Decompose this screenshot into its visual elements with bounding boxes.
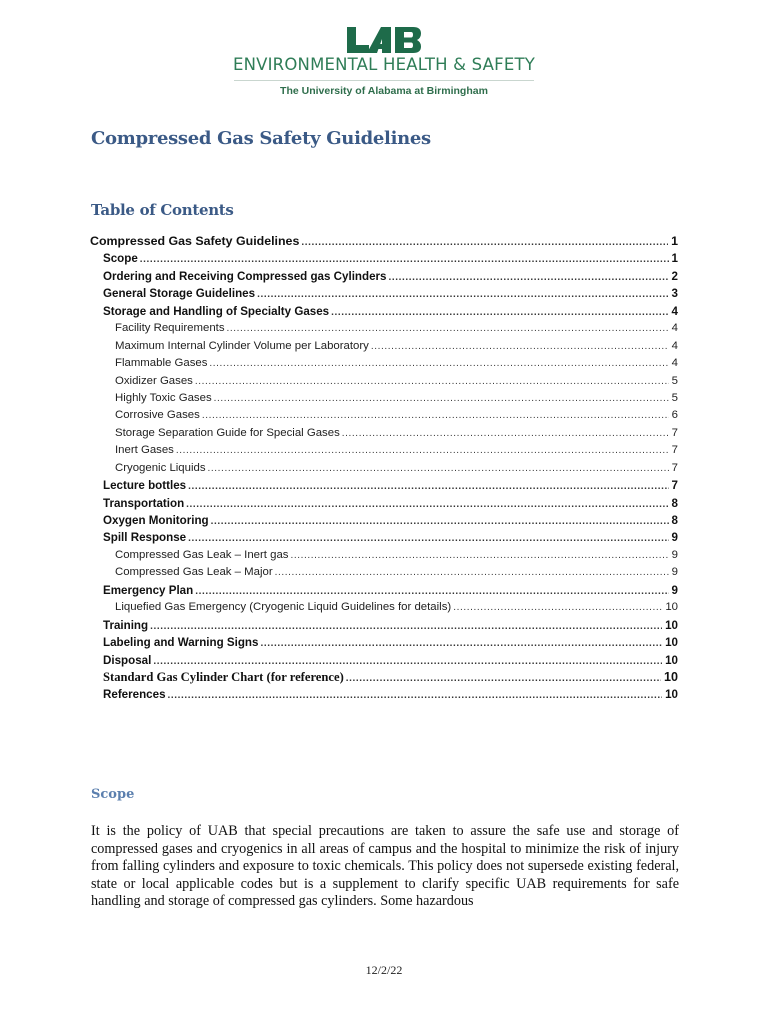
toc-entry-page: 9 (671, 531, 678, 545)
toc-entry-page: 10 (665, 618, 678, 632)
toc-entry-page: 4 (671, 339, 678, 352)
toc-entry[interactable] (90, 425, 678, 442)
toc-entry-label: Storage and Handling of Specialty Gases (103, 304, 330, 318)
toc-entry[interactable] (90, 477, 678, 494)
toc-leader-dots (188, 478, 668, 494)
department-name: ENVIRONMENTAL HEALTH & SAFETY (232, 55, 536, 74)
toc-leader-dots (257, 286, 668, 302)
footer-date: 12/2/22 (365, 963, 403, 977)
toc-entry-page: 1 (671, 234, 678, 248)
toc-leader-dots (195, 373, 669, 390)
toc-leader-dots (290, 547, 668, 564)
toc-entry[interactable] (90, 320, 678, 337)
toc-entry-label: Labeling and Warning Signs (103, 636, 259, 650)
toc-entry[interactable] (90, 634, 678, 651)
toc-entry-label: Compressed Gas Safety Guidelines (90, 234, 300, 248)
toc-entry[interactable] (90, 250, 678, 267)
toc-entry[interactable] (90, 669, 678, 686)
toc-leader-dots (214, 390, 669, 407)
toc-entry-page: 9 (671, 566, 678, 579)
toc-entry[interactable] (90, 355, 678, 372)
toc-leader-dots (153, 653, 662, 669)
toc-entry-label: Flammable Gases (115, 357, 208, 370)
toc-entry-label: Disposal (103, 653, 152, 667)
toc-entry[interactable] (90, 268, 678, 285)
toc-leader-dots (195, 583, 668, 599)
toc-entry-page: 3 (671, 287, 678, 301)
toc-entry-label: Scope (103, 252, 138, 266)
toc-entry[interactable] (90, 599, 678, 616)
toc-entry[interactable] (90, 373, 678, 390)
toc-entry-page: 8 (671, 496, 678, 510)
toc-entry-label: Inert Gases (115, 444, 174, 457)
toc-entry-label: Emergency Plan (103, 583, 194, 597)
toc-leader-dots (168, 687, 663, 703)
university-name: The University of Alabama at Birmingham (280, 85, 488, 97)
toc-leader-dots (342, 425, 669, 442)
toc-entry-label: Facility Requirements (115, 322, 225, 335)
toc-entry[interactable] (90, 495, 678, 512)
toc-leader-dots (227, 320, 669, 337)
toc-entry[interactable] (90, 390, 678, 407)
toc-leader-dots (260, 635, 662, 651)
toc-entry-page: 7 (671, 461, 678, 474)
toc-entry-label: Liquefied Gas Emergency (Cryogenic Liquid Guidelines for details) (115, 601, 452, 614)
toc-entry-page: 8 (671, 514, 678, 527)
toc-leader-dots (202, 407, 669, 424)
toc-entry-page: 4 (671, 357, 678, 370)
toc-entry-label: Transportation (103, 496, 185, 510)
toc-heading: Table of Contents (91, 201, 234, 219)
toc-entry-page: 10 (663, 669, 678, 684)
toc-entry-label: Ordering and Receiving Compressed gas Cylinders (103, 269, 387, 283)
toc-leader-dots (188, 530, 668, 546)
toc-entry-label: Training (103, 618, 149, 632)
toc-entry-label: Maximum Internal Cylinder Volume per Laboratory (115, 339, 369, 352)
toc-leader-dots (331, 304, 668, 320)
toc-entry-label: Highly Toxic Gases (115, 391, 212, 404)
toc-entry-page: 9 (671, 583, 678, 597)
toc-leader-dots (140, 251, 669, 267)
toc-entry[interactable] (90, 407, 678, 424)
toc-entry-label: Oxidizer Gases (115, 374, 193, 387)
toc-entry[interactable] (90, 686, 678, 703)
toc-leader-dots (150, 618, 662, 634)
toc-entry-page: 4 (671, 322, 678, 335)
toc-entry-label: Compressed Gas Leak – Inert gas (115, 548, 289, 561)
page-header (0, 0, 768, 110)
toc-entry[interactable] (90, 582, 678, 599)
toc-entry-label: Spill Response (103, 531, 187, 545)
toc-entry-page: 6 (671, 409, 678, 422)
toc-entry-label: Standard Gas Cylinder Chart (for reference) (103, 669, 344, 684)
toc-entry-label: Cryogenic Liquids (115, 461, 206, 474)
toc-leader-dots (208, 460, 669, 477)
toc-entry-label: Lecture bottles (103, 479, 187, 493)
toc-entry-label: Corrosive Gases (115, 409, 200, 422)
toc-leader-dots (186, 496, 668, 512)
document-title: Compressed Gas Safety Guidelines (91, 128, 431, 149)
toc-entry-page: 7 (671, 444, 678, 457)
toc-entry[interactable] (90, 285, 678, 302)
toc-entry-page: 5 (671, 374, 678, 387)
toc-leader-dots (346, 670, 661, 686)
toc-leader-dots (211, 513, 669, 529)
toc-entry-page: 10 (665, 601, 678, 614)
toc-entry-page: 5 (671, 391, 678, 404)
header-divider (234, 80, 534, 81)
toc-entry-page: 9 (671, 548, 678, 561)
toc-entry-page: 2 (671, 269, 678, 283)
toc-leader-dots (176, 442, 669, 459)
toc-entry[interactable] (90, 652, 678, 669)
toc-leader-dots (209, 355, 668, 372)
uab-logo-icon (347, 27, 421, 53)
scope-heading: Scope (91, 787, 135, 802)
toc-leader-dots (301, 234, 668, 250)
toc-entry-label: Storage Separation Guide for Special Gases (115, 426, 340, 439)
toc-entry[interactable] (90, 617, 678, 634)
toc-entry-label: Compressed Gas Leak – Major (115, 566, 273, 579)
toc-entry[interactable] (90, 460, 678, 477)
toc-entry[interactable] (90, 564, 678, 581)
toc-leader-dots (371, 338, 669, 355)
table-of-contents (90, 233, 678, 704)
toc-entry[interactable] (90, 547, 678, 564)
toc-leader-dots (453, 599, 662, 616)
toc-entry[interactable] (90, 303, 678, 320)
toc-entry[interactable] (90, 442, 678, 459)
toc-entry-page: 10 (665, 688, 678, 702)
toc-entry[interactable] (90, 512, 678, 529)
toc-entry-page: 10 (665, 636, 678, 650)
toc-entry-page: 1 (671, 252, 678, 266)
toc-entry-page: 4 (671, 304, 678, 318)
toc-leader-dots (389, 269, 669, 285)
toc-entry-label: General Storage Guidelines (103, 287, 256, 301)
toc-entry[interactable] (90, 338, 678, 355)
toc-entry-page: 7 (671, 426, 678, 439)
toc-entry-page: 7 (671, 479, 678, 493)
toc-entry[interactable] (90, 233, 678, 250)
toc-entry[interactable] (90, 529, 678, 546)
toc-entry-label: References (103, 688, 166, 702)
toc-leader-dots (275, 564, 669, 581)
toc-entry-label: Oxygen Monitoring (103, 514, 209, 527)
toc-entry-page: 10 (665, 653, 678, 667)
scope-paragraph: It is the policy of UAB that special precautions are taken to assure the safe use and storage of compressed gases and cryogenics in all areas of campus and the hospital to minimize the risk of injury from falling cylinders and exposure to toxic chemicals. This policy does not supersede existing federal, state or local applicable codes but is a supplement to clarify specific UAB requirements for safe handling and storage of compressed gas cylinders. Some hazardous (91, 823, 679, 910)
